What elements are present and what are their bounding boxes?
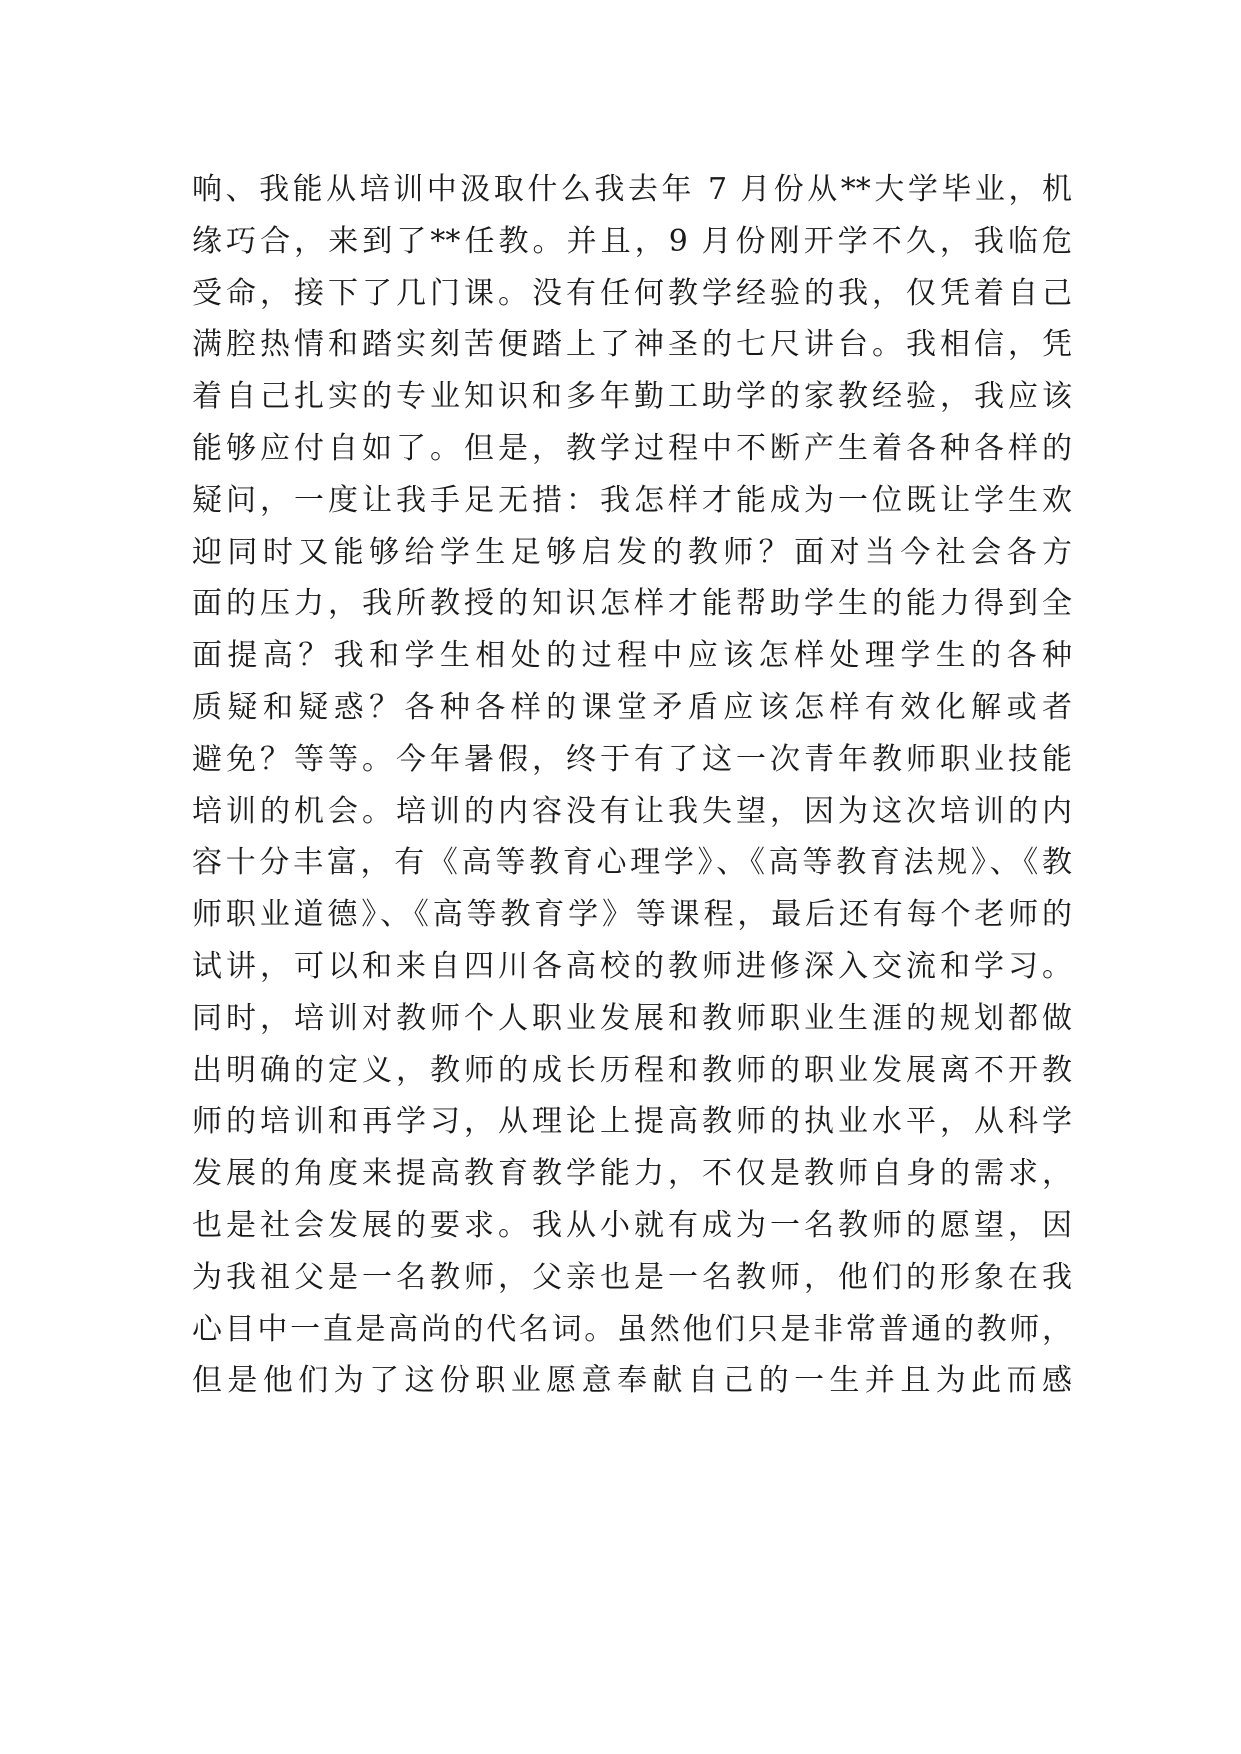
text-line-4: 满腔热情和踏实刻苦便踏上了神圣的七尺讲台。我相信，凭 [192, 327, 1072, 363]
text-line-20: 发展的角度来提高教育教学能力，不仅是教师自身的需求， [192, 1156, 1072, 1192]
text-line-9: 面的压力，我所教授的知识怎样才能帮助学生的能力得到全 [192, 586, 1072, 622]
text-line-1: 响、我能从培训中汲取什么我去年 7 月份从**大学毕业，机 [192, 172, 1072, 207]
text-line-11: 质疑和疑惑？各种各样的课堂矛盾应该怎样有效化解或者 [192, 689, 1072, 725]
text-line-12: 避免？等等。今年暑假，终于有了这一次青年教师职业技能 [192, 741, 1072, 777]
text-line-2: 缘巧合，来到了**任教。并且，9 月份刚开学不久，我临危 [192, 223, 1072, 259]
text-line-13: 培训的机会。培训的内容没有让我失望，因为这次培训的内 [192, 793, 1072, 829]
text-line-18: 出明确的定义，教师的成长历程和教师的职业发展离不开教 [192, 1052, 1072, 1088]
text-line-3: 受命，接下了几门课。没有任何教学经验的我，仅凭着自己 [192, 275, 1072, 311]
text-line-15: 师职业道德》、《高等教育学》等课程，最后还有每个老师的 [192, 897, 1072, 933]
text-line-24: 但是他们为了这份职业愿意奉献自己的一生并且为此而感 [192, 1363, 1072, 1399]
text-line-19: 师的培训和再学习，从理论上提高教师的执业水平，从科学 [192, 1104, 1072, 1140]
text-line-23: 心目中一直是高尚的代名词。虽然他们只是非常普通的教师， [192, 1311, 1072, 1347]
text-line-21: 也是社会发展的要求。我从小就有成为一名教师的愿望，因 [192, 1207, 1072, 1243]
text-line-10: 面提高？我和学生相处的过程中应该怎样处理学生的各种 [192, 638, 1072, 674]
text-line-17: 同时，培训对教师个人职业发展和教师职业生涯的规划都做 [192, 1000, 1072, 1036]
body-text [192, 164, 1072, 1407]
text-line-7: 疑问，一度让我手足无措：我怎样才能成为一位既让学生欢 [192, 482, 1072, 518]
text-line-16: 试讲，可以和来自四川各高校的教师进修深入交流和学习。 [192, 948, 1072, 984]
text-line-5: 着自己扎实的专业知识和多年勤工助学的家教经验，我应该 [192, 379, 1072, 415]
text-line-6: 能够应付自如了。但是，教学过程中不断产生着各种各样的 [192, 430, 1072, 466]
text-line-14: 容十分丰富，有《高等教育心理学》、《高等教育法规》、《教 [192, 845, 1072, 881]
text-line-22: 为我祖父是一名教师，父亲也是一名教师，他们的形象在我 [192, 1259, 1072, 1295]
text-line-8: 迎同时又能够给学生足够启发的教师？面对当今社会各方 [192, 534, 1072, 570]
